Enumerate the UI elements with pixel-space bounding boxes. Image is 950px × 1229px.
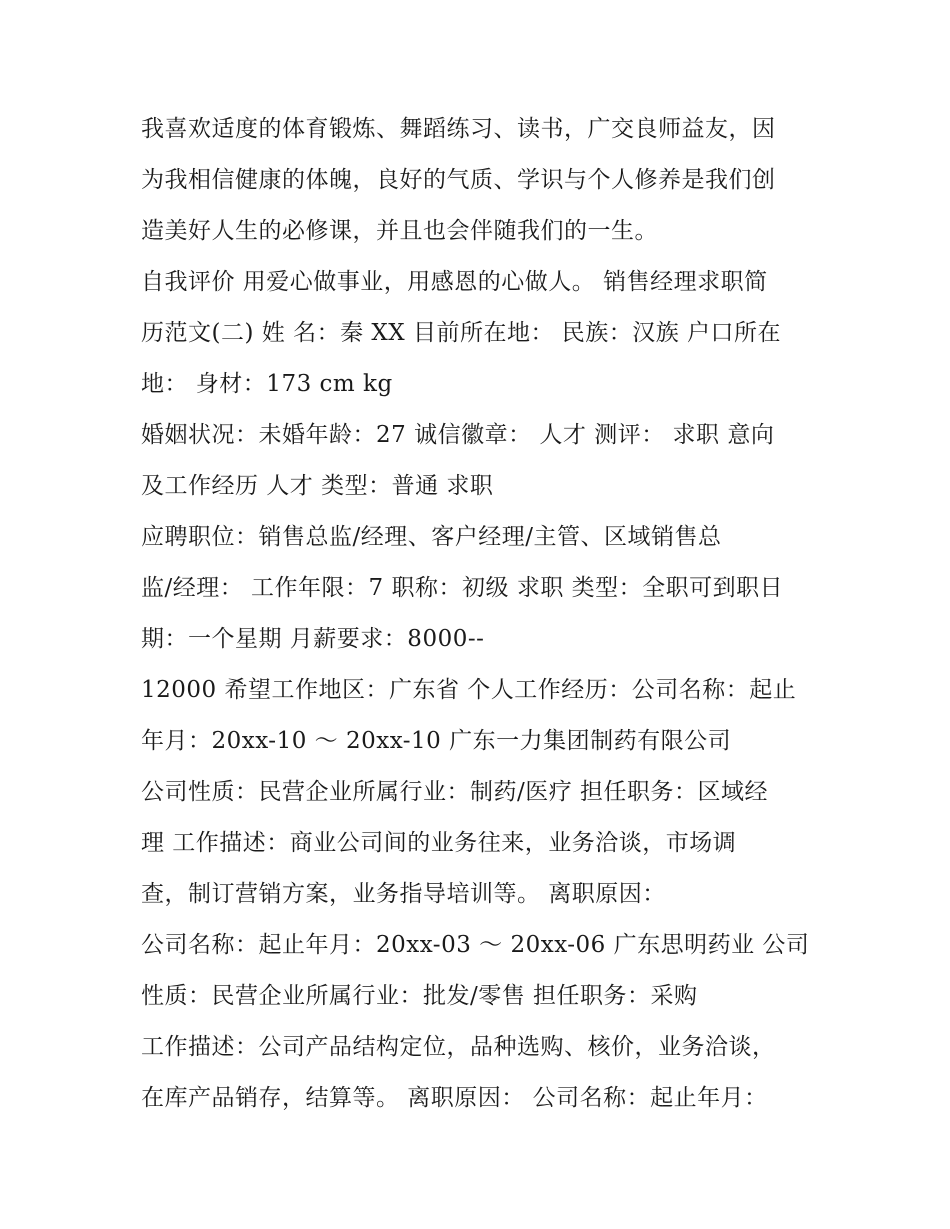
- text-line: 理 工作描述：商业公司间的业务往来，业务洽谈，市场调: [141, 830, 737, 856]
- text-line: 历范文(二) 姓 名：秦 XX 目前所在地： 民族：汉族 户口所在: [141, 320, 782, 346]
- document-body: [141, 104, 831, 1124]
- text-line: 期：一个星期 月薪要求：8000--: [141, 626, 485, 652]
- text-line: 我喜欢适度的体育锻炼、舞蹈练习、读书，广交良师益友，因: [141, 116, 776, 142]
- text-line: 为我相信健康的体魄，良好的气质、学识与个人修养是我们创: [141, 167, 776, 193]
- text-line: 查，制订营销方案，业务指导培训等。 离职原因：: [141, 881, 666, 907]
- text-line: 12000 希望工作地区：广东省 个人工作经历：公司名称：起止: [141, 677, 797, 703]
- text-line: 应聘职位：销售总监/经理、客户经理/主管、区域销售总: [141, 524, 722, 550]
- text-line: 公司名称：起止年月：20xx-03 ～ 20xx-06 广东思明药业 公司: [141, 932, 810, 958]
- text-line: 工作描述：公司产品结构定位，品种选购、核价，业务洽谈，: [141, 1034, 776, 1060]
- text-line: 在库产品销存，结算等。 离职原因： 公司名称：起止年月：: [141, 1085, 768, 1111]
- text-line: 性质：民营企业所属行业：批发/零售 担任职务：采购: [141, 983, 698, 1009]
- text-line: 自我评价 用爱心做事业，用感恩的心做人。 销售经理求职简: [141, 269, 768, 295]
- text-line: 地： 身材：173 cm kg: [141, 371, 393, 397]
- text-line: 监/经理： 工作年限：7 职称：初级 求职 类型：全职可到职日: [141, 575, 784, 601]
- text-line: 婚姻状况：未婚年龄：27 诚信徽章： 人才 测评： 求职 意向: [141, 422, 775, 448]
- text-line: 及工作经历 人才 类型：普通 求职: [141, 473, 494, 499]
- text-line: 年月：20xx-10 ～ 20xx-10 广东一力集团制药有限公司: [141, 728, 732, 754]
- text-line: 公司性质：民营企业所属行业：制药/医疗 担任职务：区域经: [141, 779, 769, 805]
- text-line: 造美好人生的必修课，并且也会伴随我们的一生。: [141, 218, 658, 244]
